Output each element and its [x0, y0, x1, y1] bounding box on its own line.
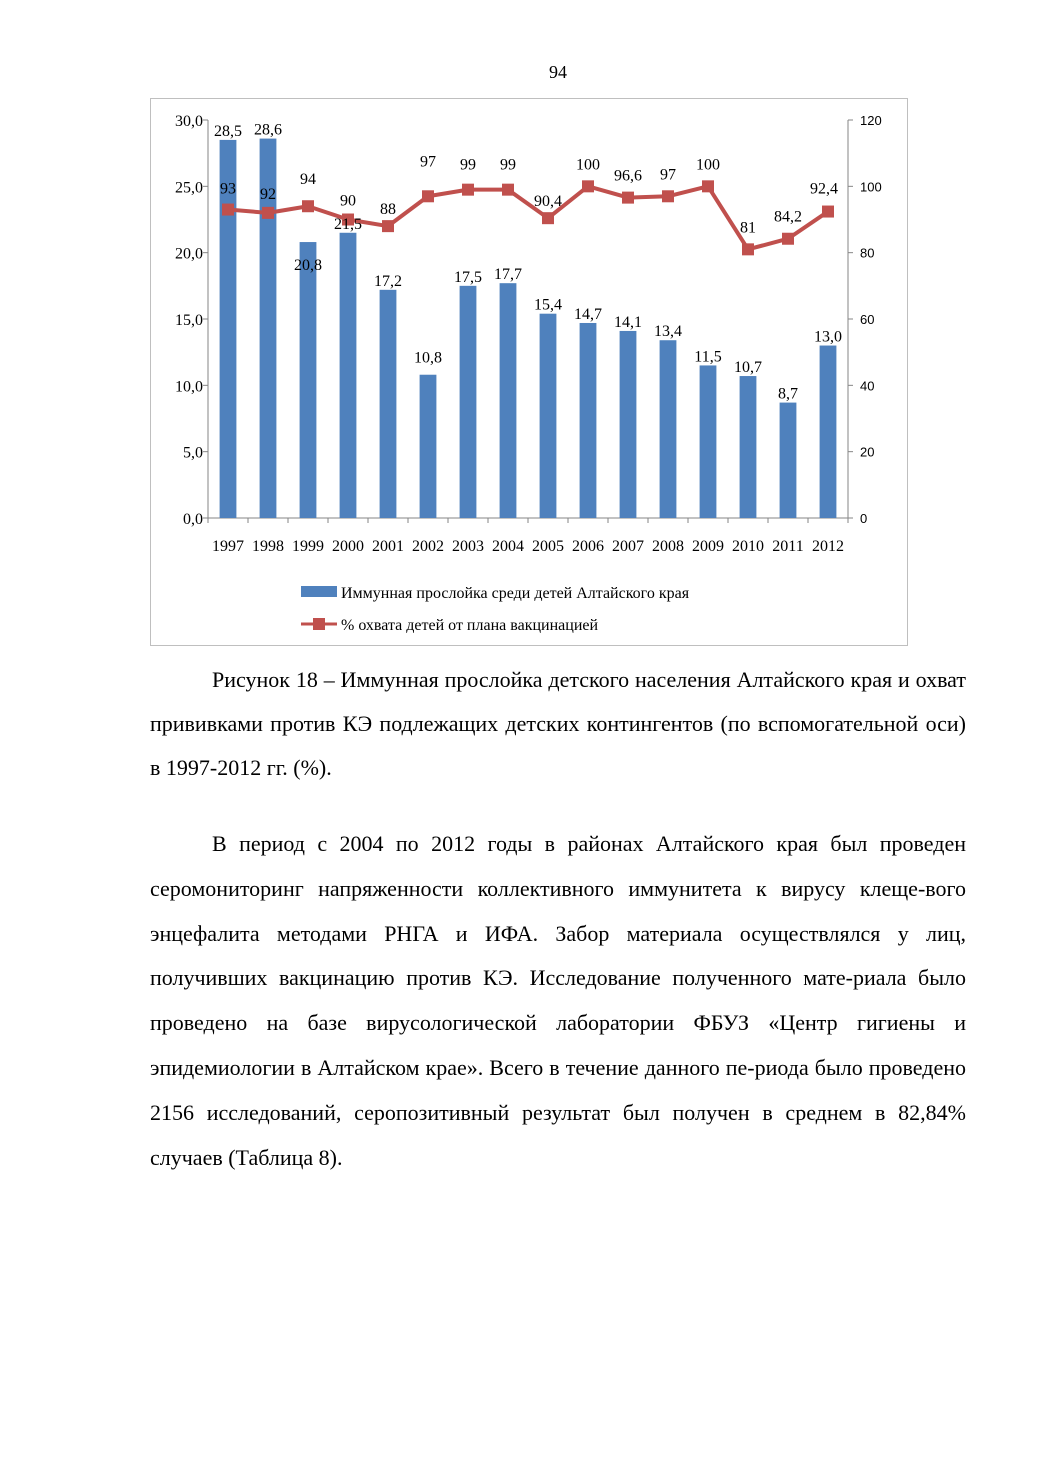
chart: [150, 98, 908, 646]
legend-swatch-bar: [301, 586, 337, 597]
legend-swatch-marker: [313, 618, 325, 630]
line-marker: [822, 206, 834, 218]
y-left-tick-label: 25,0: [175, 179, 203, 197]
bar: [780, 403, 797, 518]
bar-data-label: 8,7: [778, 385, 798, 403]
bar-data-label: 13,4: [654, 323, 682, 341]
bar-data-label: 15,4: [534, 296, 562, 314]
line-data-label: 88: [380, 201, 396, 219]
y-right-tick-label: 100: [860, 179, 882, 195]
bar: [420, 375, 437, 518]
bar: [460, 286, 477, 518]
x-tick-label: 1997: [212, 538, 244, 555]
bar-data-label: 11,5: [694, 348, 722, 366]
x-tick-label: 2002: [412, 538, 444, 555]
line-data-label: 90,4: [534, 193, 562, 211]
x-tick-label: 2008: [652, 538, 684, 555]
line-data-label: 94: [300, 171, 316, 189]
x-tick-label: 2012: [812, 538, 844, 555]
x-tick-label: 2007: [612, 538, 644, 555]
bar-data-label: 20,8: [294, 257, 322, 275]
line-marker: [702, 180, 714, 192]
y-right-tick-label: 20: [860, 444, 875, 460]
bar: [500, 283, 517, 518]
y-left-tick-label: 0,0: [183, 511, 203, 528]
series-line: [228, 186, 828, 249]
x-tick-label: 1999: [292, 538, 324, 555]
line-marker: [582, 180, 594, 192]
line-data-label: 96,6: [614, 167, 642, 185]
bar-data-label: 14,7: [574, 305, 602, 323]
bar-data-label: 13,0: [814, 328, 842, 346]
line-marker: [502, 184, 514, 196]
y-left-tick-label: 20,0: [175, 245, 203, 263]
line-data-label: 100: [576, 156, 600, 174]
bar: [820, 346, 837, 518]
line-data-label: 92: [260, 185, 276, 203]
y-left-tick-label: 30,0: [175, 113, 203, 130]
x-tick-label: 2000: [332, 538, 364, 555]
x-tick-label: 2006: [572, 538, 604, 555]
bar-data-label: 17,5: [454, 268, 482, 286]
y-right-tick-label: 40: [860, 378, 875, 394]
x-tick-label: 2010: [732, 538, 764, 555]
figure-caption: Рисунок 18 – Иммунная прослойка детского населения Алтайского края и охват прививками против КЭ подлежащих детских контингентов (по вспомогательной оси) в 1997-2012 гг. (%).: [150, 667, 966, 780]
line-data-label: 97: [660, 166, 676, 184]
bar-data-label: 28,5: [214, 122, 242, 140]
bar: [540, 314, 557, 518]
line-marker: [542, 212, 554, 224]
line-marker: [782, 233, 794, 245]
line-data-label: 99: [500, 156, 516, 174]
line-marker: [742, 243, 754, 255]
line-marker: [622, 192, 634, 204]
line-marker: [262, 207, 274, 219]
bar: [700, 365, 717, 518]
bar-data-label: 17,2: [374, 272, 402, 290]
legend-label-line: % охвата детей от плана вакцинацией: [341, 617, 599, 634]
x-tick-label: 1998: [252, 538, 284, 555]
line-data-label: 100: [696, 156, 720, 174]
y-right-tick-label: 80: [860, 245, 875, 261]
body-paragraph: В период с 2004 по 2012 годы в районах Алтайского края был проведен серомониторинг напряженности коллективного иммунитета к вирусу клеще-вого энцефалита методами РНГА и ИФА. Забор материала осуществлялся у лиц, получивших вакцинацию против КЭ. Исследование полученного мате-риала было проведено на базе вирусологической лаборатории ФБУЗ «Центр гигиены и эпидемиологии в Алтайском крае». Всего в течение данного пе-риода было проведено 2156 исследований, серопозитивный результат был получен в среднем в 82,84% случаев (Таблица 8).: [150, 831, 966, 1170]
y-right-tick-label: 0: [860, 511, 868, 526]
line-marker: [302, 200, 314, 212]
line-marker: [222, 204, 234, 216]
legend-label-bar: Иммунная прослойка среди детей Алтайского края: [341, 585, 690, 602]
bar: [740, 376, 757, 518]
x-tick-label: 2009: [692, 538, 724, 555]
bar: [340, 233, 357, 518]
line-data-label: 93: [220, 180, 236, 198]
bar-data-label: 28,6: [254, 121, 282, 139]
y-left-tick-label: 10,0: [175, 378, 203, 396]
line-marker: [422, 190, 434, 202]
y-left-tick-label: 5,0: [183, 444, 203, 462]
line-data-label: 90: [340, 192, 356, 210]
bar-data-label: 14,1: [614, 313, 642, 331]
line-marker: [462, 184, 474, 196]
bar-data-label: 21,5: [334, 215, 362, 233]
line-data-label: 84,2: [774, 208, 802, 226]
x-tick-label: 2001: [372, 538, 404, 555]
line-data-label: 97: [420, 153, 436, 171]
x-tick-label: 2011: [772, 538, 804, 555]
y-left-tick-label: 15,0: [175, 312, 203, 329]
x-tick-label: 2003: [452, 538, 484, 555]
bar: [580, 323, 597, 518]
chart-svg: [151, 99, 909, 647]
line-data-label: 92,4: [810, 180, 838, 198]
y-right-tick-label: 60: [860, 312, 875, 327]
line-data-label: 81: [740, 219, 756, 237]
page-number: 94: [549, 62, 567, 82]
line-marker: [382, 220, 394, 232]
bar: [380, 290, 397, 518]
bar-data-label: 10,8: [414, 349, 442, 367]
y-right-tick-label: 120: [860, 113, 882, 128]
line-marker: [662, 190, 674, 202]
line-data-label: 99: [460, 156, 476, 174]
bar: [620, 331, 637, 518]
bar: [660, 340, 677, 518]
x-tick-label: 2005: [532, 538, 564, 555]
x-tick-label: 2004: [492, 538, 524, 555]
bar-data-label: 17,7: [494, 266, 522, 284]
bar: [300, 242, 317, 518]
bar-data-label: 10,7: [734, 359, 762, 377]
